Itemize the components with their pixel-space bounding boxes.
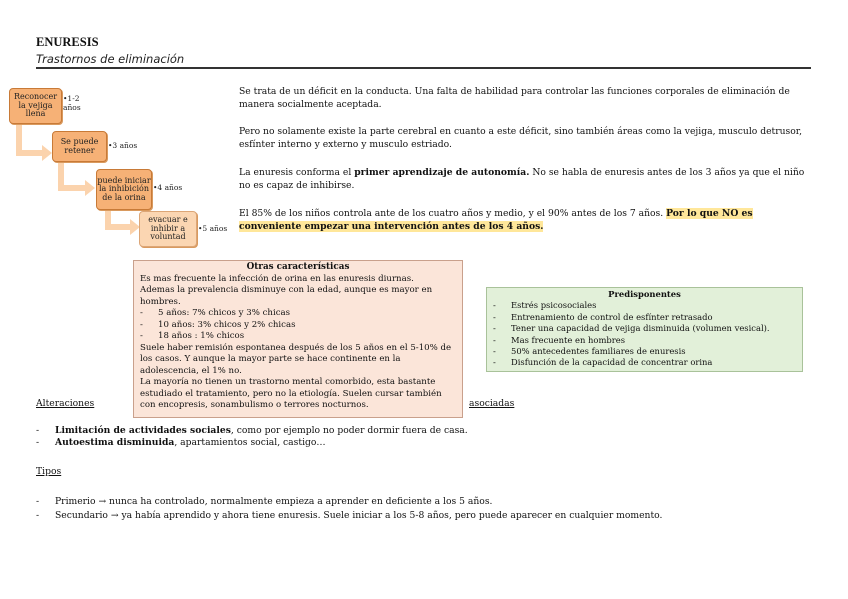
flow-step-1-age: •1-2 años [63,94,81,112]
p4-highlight: Por lo que NO es conveniente empezar una intervención antes de los 4 años. [239,208,753,232]
flow-arrowhead-2 [85,180,95,196]
flow-step-2: Se puede retener [52,131,107,162]
otras-title: Otras características [246,262,350,272]
p3-text-a: La enuresis conforma el [239,167,355,178]
otras-item: - 18 años : 1% chicos [140,331,245,341]
tipos-item: - Secundario → ya había aprendido y ahora tiene enuresis. Suele iniciar a los 5-8 años, pero puede aparecer en cualquier momento. [36,510,663,521]
otras-line-3: Suele haber remisión espontanea después de los 5 años en el 5-10% de los casos. Y aunque la mayor parte se hace continente en la adolescencia, el 1% no. [140,342,452,376]
flow-arrowhead-1 [42,145,52,161]
predisponentes-title: Predisponentes [608,289,681,299]
alteraciones-item: - Autoestima disminuida, apartamientos social, castigo… [36,437,326,448]
otras-item: - 5 años: 7% chicos y 3% chicas [140,308,291,318]
flow-step-4: evacuar e inhibir a voluntad [139,211,197,247]
predisponentes-item: - Tener una capacidad de vejiga disminuida (volumen vesical). [493,323,770,334]
flow-connector-1b [16,150,42,156]
document-subtitle: Trastornos de eliminación [36,52,185,66]
flow-step-4-age: •5 años [198,224,228,233]
title-divider [36,67,811,69]
predisponentes-item: - Disfunción de la capacidad de concentrar orina [493,357,713,368]
flow-step-3-age: •4 años [153,183,183,192]
p3-bold: primer aprendizaje de autonomía. [354,167,530,178]
intro-paragraph-1: Se trata de un déficit en la conducta. Una falta de habilidad para controlar las funciones corporales de eliminación de manera socialmente aceptada. [239,86,790,110]
tipos-heading: Tipos [36,466,62,477]
predisponentes-item: - 50% antecedentes familiares de enuresis [493,346,686,357]
otras-intro: Es mas frecuente la infección de orina en las enuresis diurnas. [140,273,414,284]
intro-paragraph-2: Pero no solamente existe la parte cerebral en cuanto a este déficit, sino también áreas como la vejiga, musculo detrusor, esfínter interno y externo y musculo estriado. [239,126,803,150]
otras-line-2: Ademas la prevalencia disminuye con la edad, aunque es mayor en hombres. [140,285,433,307]
intro-paragraph-4 [239,208,811,233]
document-title: ENURESIS [36,35,99,49]
intro-paragraph-3 [239,167,811,192]
flow-connector-2b [58,185,85,191]
p3-text-b: No se habla de enuresis antes de los 3 años ya que el niño no es capaz de inhibirse. [239,167,805,191]
p4-text-a: El 85% de los niños controla ante de los cuatro años y medio, y el 90% antes de los 7 años. [239,208,667,219]
flow-step-1: Reconocer la vejiga llena [9,88,62,124]
predisponentes-item: - Estrés psicosociales [493,300,597,311]
alteraciones-heading-right: asociadas [469,398,515,409]
alteraciones-heading-left: Alteraciones [36,398,95,409]
flow-step-2-age: •3 años [108,141,138,150]
flow-step-3: puede iniciar la inhibición de la orina [96,169,152,210]
predisponentes-item: - Entrenamiento de control de esfínter retrasado [493,311,713,322]
alteraciones-item: - Limitación de actividades sociales, como por ejemplo no poder dormir fuera de casa. [36,425,468,436]
otras-line-4: La mayoría no tienen un trastorno mental comorbido, esta bastante estudiado el tratamiento, pero no la etiología. Suelen cursar también con encopresis, sonambulismo o terrores nocturnos. [140,377,442,410]
otras-item: - 10 años: 3% chicos y 2% chicas [140,319,296,330]
predisponentes-item: - Mas frecuente en hombres [493,334,626,345]
flow-connector-3b [105,224,130,230]
tipos-item: - Primerio → nunca ha controlado, normalmente empieza a aprender en deficiente a los 5 años. [36,496,493,507]
predisponentes-box [486,287,803,372]
otras-caracteristicas-box [133,260,463,418]
